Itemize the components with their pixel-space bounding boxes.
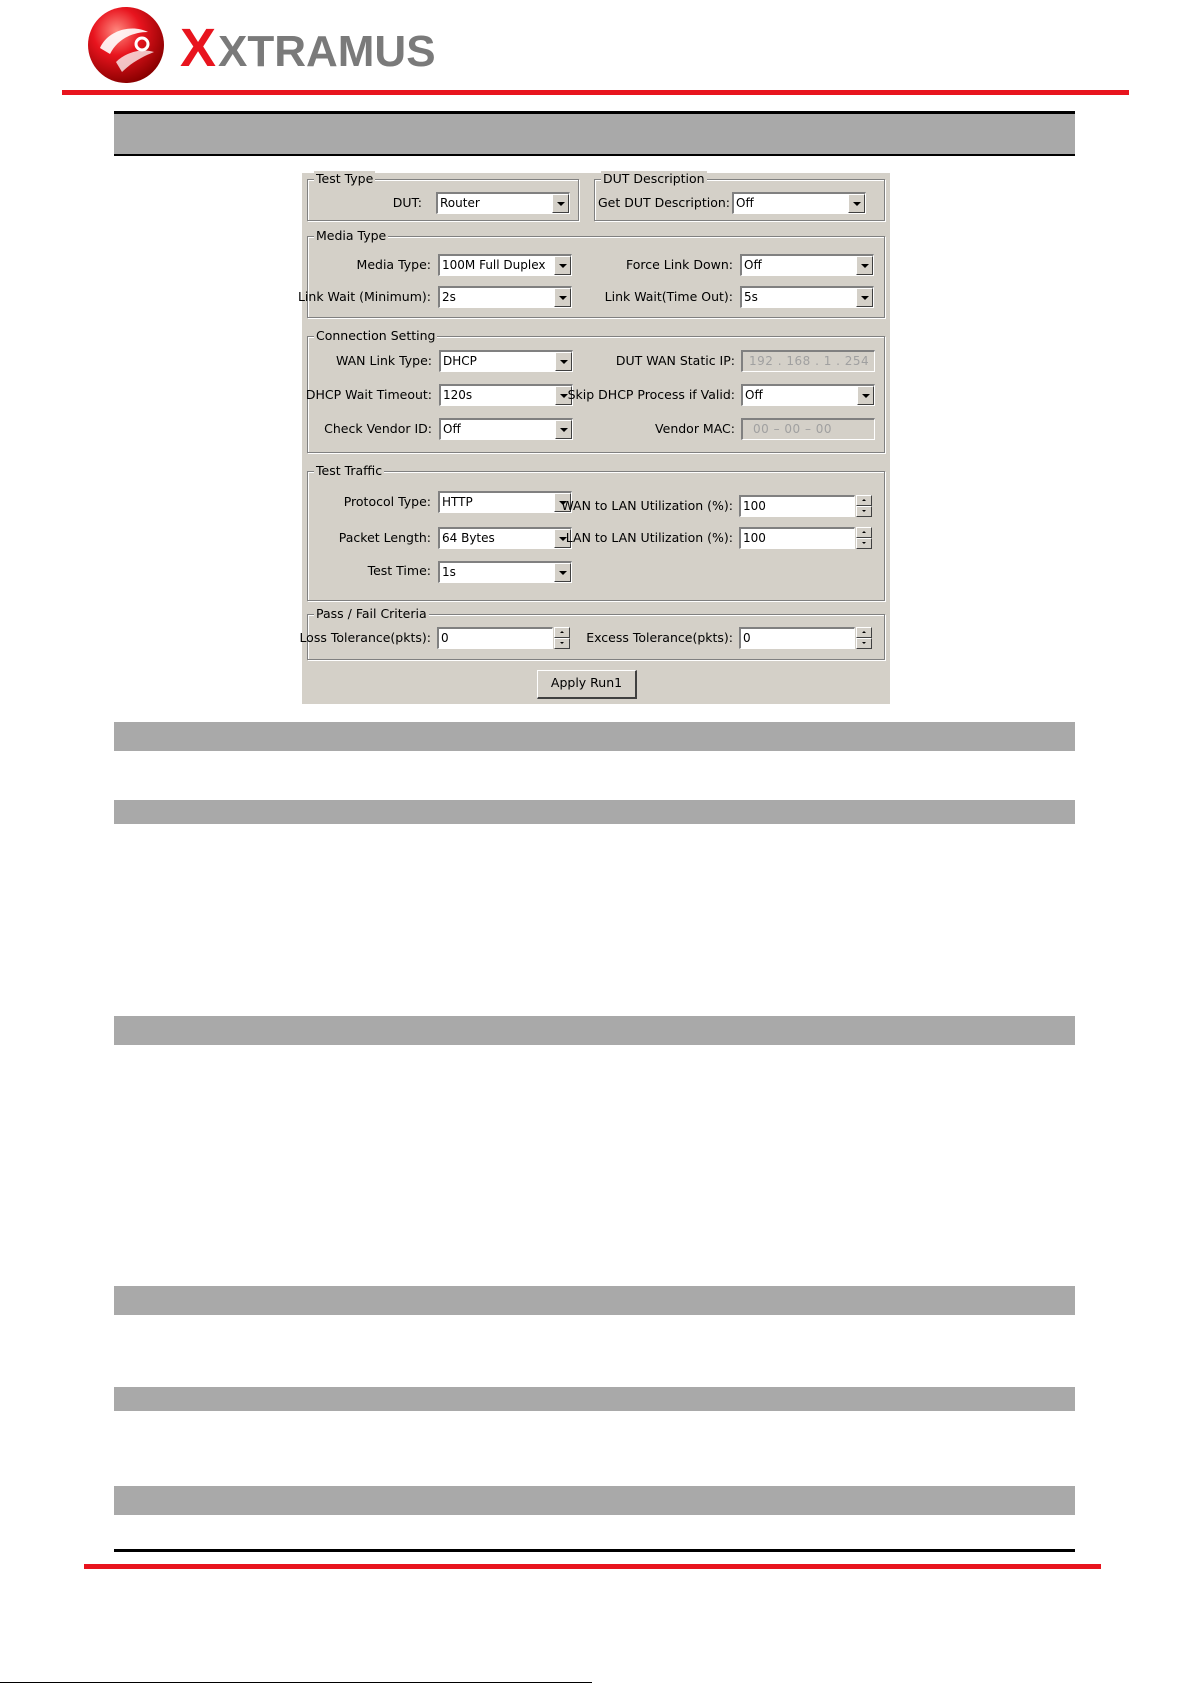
- stepper-up-icon[interactable]: [554, 627, 570, 638]
- lan-to-lan-utilization-input[interactable]: 100: [739, 527, 855, 549]
- excess-tolerance-input[interactable]: 0: [739, 627, 855, 649]
- stepper-down-icon[interactable]: [856, 538, 872, 549]
- chevron-down-icon[interactable]: [554, 288, 571, 307]
- loss-tolerance-input[interactable]: 0: [437, 627, 553, 649]
- test-traffic-group: [307, 463, 885, 601]
- xtramus-logo: [86, 2, 506, 88]
- chevron-down-icon[interactable]: [857, 386, 874, 405]
- apply-run1-button[interactable]: Apply Run1: [537, 670, 637, 699]
- section-bar: [114, 1387, 1075, 1411]
- get-dut-description-label: Get DUT Description:: [597, 195, 730, 210]
- footer-red-rule: [84, 1564, 1101, 1569]
- stepper-up-icon[interactable]: [856, 627, 872, 638]
- chevron-down-icon[interactable]: [554, 563, 571, 582]
- test-type-title: Test Type: [316, 171, 374, 186]
- link-wait-minimum-label: Link Wait (Minimum):: [297, 289, 431, 304]
- media-type-select[interactable]: 100M Full Duplex: [438, 254, 572, 276]
- protocol-type-label: Protocol Type:: [343, 494, 431, 509]
- packet-length-select[interactable]: 64 Bytes: [438, 527, 572, 549]
- chevron-down-icon[interactable]: [555, 420, 572, 439]
- vendor-mac-field[interactable]: 00 – 00 – 00: [741, 418, 875, 440]
- header-red-rule: [62, 90, 1129, 95]
- pass-fail-criteria-title: Pass / Fail Criteria: [316, 606, 427, 621]
- brand-name: XTRAMUS: [218, 27, 436, 76]
- test-time-label: Test Time:: [367, 563, 431, 578]
- check-vendor-id-select[interactable]: Off: [439, 418, 573, 440]
- wan-to-lan-utilization-label: WAN to LAN Utilization (%):: [561, 498, 733, 513]
- wan-to-lan-utilization-stepper[interactable]: [856, 495, 872, 517]
- stepper-down-icon[interactable]: [856, 638, 872, 649]
- footnote-rule: [0, 1682, 592, 1683]
- test-traffic-title: Test Traffic: [316, 463, 383, 478]
- svg-text:X: X: [180, 18, 217, 78]
- chevron-down-icon[interactable]: [552, 194, 569, 213]
- footer-black-rule: [114, 1549, 1075, 1552]
- stepper-down-icon[interactable]: [856, 506, 872, 517]
- link-wait-minimum-select[interactable]: 2s: [438, 286, 572, 308]
- section-bar: [114, 1286, 1075, 1315]
- lan-to-lan-utilization-label: LAN to LAN Utilization (%):: [565, 530, 733, 545]
- wan-to-lan-utilization-input[interactable]: 100: [739, 495, 855, 517]
- connection-setting-title: Connection Setting: [316, 328, 436, 343]
- stepper-up-icon[interactable]: [856, 495, 872, 506]
- loss-tolerance-stepper[interactable]: [554, 627, 570, 649]
- wan-link-type-label: WAN Link Type:: [335, 353, 432, 368]
- check-vendor-id-label: Check Vendor ID:: [324, 421, 432, 436]
- dhcp-wait-timeout-label: DHCP Wait Timeout:: [305, 387, 432, 402]
- stepper-up-icon[interactable]: [856, 527, 872, 538]
- excess-tolerance-stepper[interactable]: [856, 627, 872, 649]
- test-config-dialog: [297, 171, 890, 704]
- lan-to-lan-utilization-stepper[interactable]: [856, 527, 872, 549]
- pass-fail-criteria-group: [299, 606, 885, 660]
- dut-description-group: [594, 171, 885, 221]
- stepper-down-icon[interactable]: [554, 638, 570, 649]
- section-bar: [114, 722, 1075, 751]
- test-time-select[interactable]: 1s: [438, 561, 572, 583]
- chevron-down-icon[interactable]: [554, 256, 571, 275]
- dut-label: DUT:: [392, 195, 422, 210]
- force-link-down-label: Force Link Down:: [626, 257, 733, 272]
- section-bar: [114, 1016, 1075, 1045]
- section-bar: [114, 800, 1075, 824]
- dut-description-title: DUT Description: [603, 171, 705, 186]
- packet-length-label: Packet Length:: [338, 530, 431, 545]
- media-type-label: Media Type:: [356, 257, 431, 272]
- media-type-title: Media Type: [316, 228, 387, 243]
- chevron-down-icon[interactable]: [848, 194, 865, 213]
- section-header-underline: [114, 154, 1075, 156]
- get-dut-description-select[interactable]: Off: [732, 192, 866, 214]
- dut-wan-static-ip-label: DUT WAN Static IP:: [615, 353, 735, 368]
- chevron-down-icon[interactable]: [856, 288, 873, 307]
- dhcp-wait-timeout-select[interactable]: 120s: [439, 384, 573, 406]
- chevron-down-icon[interactable]: [856, 256, 873, 275]
- dut-wan-static-ip-field[interactable]: 192 . 168 . 1 . 254: [741, 350, 875, 372]
- wan-link-type-select[interactable]: DHCP: [439, 350, 573, 372]
- loss-tolerance-label: Loss Tolerance(pkts):: [299, 630, 431, 645]
- link-wait-timeout-select[interactable]: 5s: [740, 286, 874, 308]
- test-type-group: [307, 171, 579, 221]
- protocol-type-select[interactable]: HTTP: [438, 491, 572, 513]
- skip-dhcp-process-select[interactable]: Off: [741, 384, 875, 406]
- force-link-down-select[interactable]: Off: [740, 254, 874, 276]
- dut-select[interactable]: Router: [436, 192, 570, 214]
- skip-dhcp-process-label: Skip DHCP Process if Valid:: [567, 387, 735, 402]
- vendor-mac-label: Vendor MAC:: [655, 421, 735, 436]
- section-bar: [114, 1486, 1075, 1515]
- excess-tolerance-label: Excess Tolerance(pkts):: [586, 630, 733, 645]
- media-type-group: [297, 228, 885, 318]
- link-wait-timeout-label: Link Wait(Time Out):: [604, 289, 733, 304]
- connection-setting-group: [305, 328, 885, 453]
- chevron-down-icon[interactable]: [555, 352, 572, 371]
- section-header-bar: [114, 114, 1075, 154]
